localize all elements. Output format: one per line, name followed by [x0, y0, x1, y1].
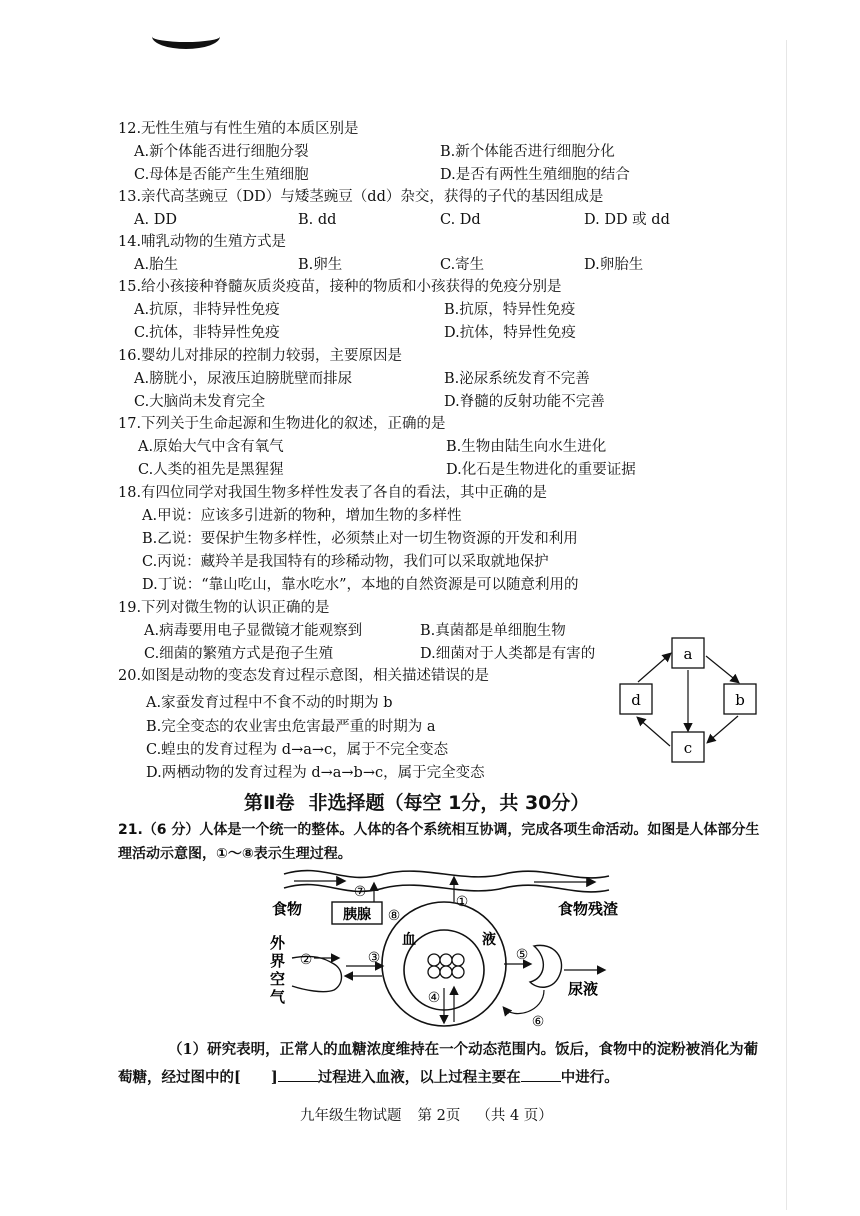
question-stem: 18.有四位同学对我国生物多样性发表了各自的看法，其中正确的是 — [118, 485, 548, 501]
process-7: ⑦ — [353, 884, 367, 900]
option: D.脊髓的反射功能不完善 — [444, 394, 605, 410]
option: B.乙说：要保护生物多样性，必须禁止对一切生物资源的开发和利用 — [142, 531, 578, 547]
option: D.卵胎生 — [584, 257, 644, 273]
option: D.是否有两性生殖细胞的结合 — [440, 167, 630, 183]
arrow-d-a — [638, 654, 670, 682]
option: B.抗原，特异性免疫 — [444, 302, 576, 318]
option: B.新个体能否进行细胞分化 — [440, 144, 615, 160]
stage-label-a: a — [683, 645, 693, 663]
option: B. dd — [298, 212, 337, 228]
answer-blank-organ[interactable] — [521, 1067, 561, 1082]
option: A.家蚕发育过程中不食不动的时期为 b — [146, 695, 393, 711]
option: A.胎生 — [134, 257, 179, 273]
sub1-text-b: ] — [270, 1069, 278, 1086]
question-stem: 20.如图是动物的变态发育过程示意图，相关描述错误的是 — [118, 668, 490, 684]
option: B.完全变态的农业害虫危害最严重的时期为 a — [146, 719, 436, 735]
outside-air-label-3: 空 — [270, 970, 286, 988]
question-stem: 15.给小孩接种脊髓灰质炎疫苗，接种的物质和小孩获得的免疫分别是 — [118, 279, 562, 295]
digestive-tract-top — [284, 871, 609, 878]
option: D.两栖动物的发育过程为 d→a→b→c，属于完全变态 — [146, 765, 485, 781]
blood-label: 血 — [402, 932, 416, 948]
urine-label: 尿液 — [568, 980, 599, 998]
footer-exam-name: 九年级生物试题 — [300, 1108, 402, 1124]
scan-edge — [786, 40, 787, 1210]
arrow-c-d — [638, 718, 670, 746]
option: A.甲说：应该多引进新的物种，增加生物的多样性 — [142, 508, 462, 524]
fluid-label: 液 — [482, 932, 496, 948]
stage-label-c: c — [683, 739, 693, 757]
option: C.丙说：藏羚羊是我国特有的珍稀动物，我们可以采取就地保护 — [142, 554, 549, 570]
footer-total-pages: （共 4 页） — [476, 1108, 553, 1124]
question-21-sub-1 — [118, 1036, 768, 1092]
option: B.卵生 — [298, 257, 343, 273]
question-stem: 12.无性生殖与有性生殖的本质区别是 — [118, 121, 359, 137]
residue-label: 食物残渣 — [558, 900, 619, 918]
option: A.膀胱小，尿液压迫膀胱壁而排尿 — [134, 371, 353, 387]
stage-label-b: b — [735, 691, 745, 709]
question-21-intro: 21.（6 分）人体是一个统一的整体。人体的各个系统相互协调，完成各项生命活动。如图是人体部分生理活动示意图，①～⑧表示生理过程。 — [118, 822, 760, 862]
tissue-cells — [428, 954, 464, 978]
question-stem: 17.下列关于生命起源和生物进化的叙述，正确的是 — [118, 416, 446, 432]
question-stem: 19.下列对微生物的认识正确的是 — [118, 600, 330, 616]
option: A.原始大气中含有氧气 — [138, 439, 284, 455]
stage-label-d: d — [631, 691, 641, 709]
process-3: ③ — [367, 950, 381, 966]
option: A.新个体能否进行细胞分裂 — [134, 144, 309, 160]
option: A.抗原，非特异性免疫 — [134, 302, 280, 318]
option: C.抗体，非特异性免疫 — [134, 325, 280, 341]
question-stem: 16.婴幼儿对排尿的控制力较弱，主要原因是 — [118, 348, 403, 364]
question-stem: 14.哺乳动物的生殖方式是 — [118, 234, 287, 250]
option: C. Dd — [440, 212, 481, 228]
option: C.母体是否能产生生殖细胞 — [134, 167, 309, 183]
option: A. DD — [134, 212, 177, 228]
option: B.真菌都是单细胞生物 — [420, 623, 566, 639]
sub1-text-d: 中进行。 — [560, 1069, 619, 1086]
option: D.化石是生物进化的重要证据 — [446, 462, 636, 478]
option: B.泌尿系统发育不完善 — [444, 371, 590, 387]
option: C.蝗虫的发育过程为 d→a→c，属于不完全变态 — [146, 742, 449, 758]
metamorphosis-cycle-diagram — [610, 632, 780, 772]
sub1-text-c: 过程进入血液，以上过程主要在 — [317, 1069, 521, 1086]
outside-air-label-2: 界 — [270, 952, 286, 970]
option: D.丁说：“靠山吃山，靠水吃水”，本地的自然资源是可以随意利用的 — [142, 577, 579, 593]
option: C.人类的祖先是黑猩猩 — [138, 462, 284, 478]
arrow-b-c — [708, 716, 738, 742]
process-2: ② — [299, 952, 313, 968]
body-physiology-diagram — [264, 862, 624, 1032]
pancreas-label: 胰腺 — [343, 907, 371, 923]
option: C.大脑尚未发育完全 — [134, 394, 266, 410]
process-6: ⑥ — [531, 1014, 545, 1030]
process-5: ⑤ — [515, 947, 529, 963]
section-title — [244, 788, 603, 815]
process-4: ④ — [427, 990, 441, 1006]
question-stem: 13.亲代高茎豌豆（DD）与矮茎豌豆（dd）杂交，获得的子代的基因组成是 — [118, 189, 604, 205]
digestive-tract-bottom — [284, 885, 609, 892]
answer-blank-process[interactable] — [278, 1067, 318, 1082]
scan-mark — [152, 24, 220, 49]
sub1-text-a: （1）研究表明，正常人的血糖浓度维持在一个动态范围内。饭后，食物中的淀粉被消化为葡萄糖，经过图中的[ — [118, 1041, 759, 1086]
arrow-6 — [504, 990, 544, 1014]
option: C.寄生 — [440, 257, 485, 273]
option: D. DD 或 dd — [584, 212, 670, 228]
option: C.细菌的繁殖方式是孢子生殖 — [144, 646, 334, 662]
arrow-a-b — [706, 656, 738, 682]
kidney-shape — [530, 945, 562, 987]
page-footer — [300, 1104, 569, 1125]
outside-air-label-1: 外 — [270, 934, 286, 952]
process-8: ⑧ — [387, 908, 401, 924]
option: A.病毒要用电子显微镜才能观察到 — [144, 623, 363, 639]
option: D.细菌对于人类都是有害的 — [420, 646, 596, 662]
section-title-left: 第Ⅱ卷 — [244, 792, 295, 814]
process-1: ① — [455, 894, 469, 910]
outside-air-label-4: 气 — [270, 988, 286, 1006]
option: B.生物由陆生向水生进化 — [446, 439, 607, 455]
food-label: 食物 — [272, 900, 303, 918]
footer-page-number: 第 2页 — [417, 1108, 461, 1124]
option: D.抗体，特异性免疫 — [444, 325, 576, 341]
section-title-right: 非选择题（每空 1分，共 30分） — [308, 792, 590, 814]
